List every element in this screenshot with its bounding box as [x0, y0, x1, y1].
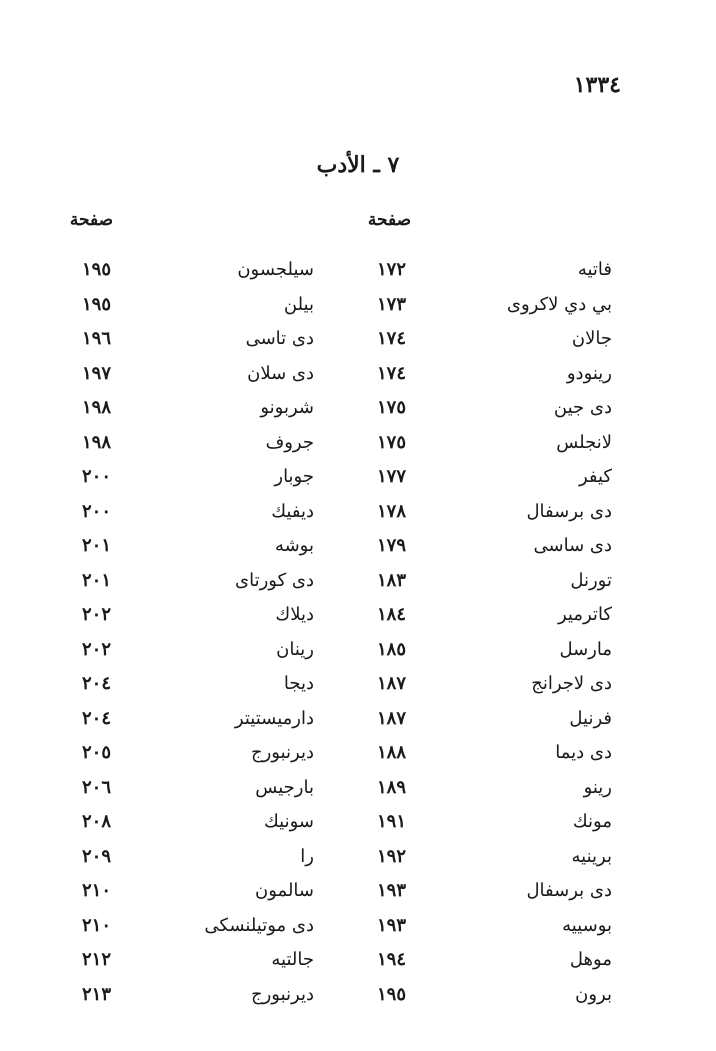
- entry-page: ٢٠٠: [81, 500, 111, 522]
- index-row: [0, 736, 716, 771]
- index-row: [0, 357, 716, 392]
- entry-name: لانجلس: [556, 431, 612, 453]
- entry-name: را: [300, 845, 314, 867]
- entry-page: ١٧٣: [376, 293, 406, 315]
- entry-name: كاترمير: [558, 604, 612, 625]
- entry-name: بارجيس: [255, 776, 314, 798]
- entry-page: ٢٠٢: [81, 638, 111, 660]
- index-row: [0, 598, 716, 633]
- entry-name: مونك: [572, 811, 612, 832]
- entry-page: ١٩٥: [376, 983, 406, 1005]
- entry-name: دى برسفال: [526, 500, 612, 522]
- entry-page: ١٧٥: [376, 431, 406, 453]
- entry-page: ١٧٢: [376, 259, 406, 280]
- entry-name: سيلجسون: [237, 259, 314, 280]
- entry-name: جروف: [265, 431, 314, 453]
- index-row: [0, 702, 716, 737]
- entry-name: موهل: [569, 949, 612, 970]
- entry-page: ١٨٩: [376, 776, 406, 798]
- entry-name: مارسل: [559, 638, 612, 660]
- entry-page: ١٨٣: [376, 569, 406, 591]
- entry-name: بوسييه: [562, 914, 612, 936]
- entry-page: ٢٠٩: [81, 845, 111, 867]
- entry-page: ١٧٩: [376, 535, 406, 556]
- entry-page: ٢٠١: [81, 569, 111, 591]
- entry-name: دى لاجرانج: [531, 673, 612, 694]
- index-row: [0, 667, 716, 702]
- entry-page: ١٧٤: [376, 328, 406, 349]
- entry-name: ديرنبورج: [250, 742, 314, 763]
- entry-page: ٢٠٦: [81, 776, 111, 798]
- entry-page: ١٧٧: [376, 466, 406, 487]
- entry-page: ١٨٤: [376, 604, 406, 625]
- index-row: [0, 840, 716, 875]
- entry-page: ٢٠٤: [81, 673, 111, 694]
- entry-name: ديفيك: [271, 500, 314, 522]
- entry-page: ١٩٥: [81, 293, 111, 315]
- entry-page: ١٨٧: [376, 673, 406, 694]
- index-row: [0, 253, 716, 288]
- entry-name: فرنيل: [569, 707, 612, 729]
- index-row: [0, 909, 716, 944]
- entry-page: ١٩٣: [376, 914, 406, 936]
- entry-page: ٢١٠: [81, 914, 111, 936]
- index-row: [0, 771, 716, 806]
- entry-name: جوبار: [274, 466, 314, 487]
- entry-page: ١٨٧: [376, 707, 406, 729]
- entry-page: ٢٠٢: [81, 604, 111, 625]
- entry-name: بوشه: [274, 535, 314, 556]
- page-number: ١٣٣٤: [573, 72, 621, 98]
- entry-page: ١٩٨: [81, 431, 111, 453]
- entry-name: ديلاك: [275, 604, 314, 625]
- entry-name: دارميستيتر: [234, 707, 314, 729]
- entry-name: شربونو: [260, 397, 314, 418]
- entry-page: ١٧٤: [376, 362, 406, 384]
- entry-name: برينيه: [571, 845, 612, 867]
- entry-name: دى تاسى: [245, 328, 314, 349]
- entry-page: ٢٠٤: [81, 707, 111, 729]
- entry-name: بي دي لاكروى: [506, 293, 612, 315]
- entry-name: دى جين: [553, 397, 612, 418]
- entry-page: ١٩٤: [376, 949, 406, 970]
- index-row: [0, 288, 716, 323]
- entry-page: ٢٠٥: [81, 742, 111, 763]
- entry-page: ١٩٢: [376, 845, 406, 867]
- column-header-right: صفحة: [367, 210, 411, 230]
- entry-page: ١٩٥: [81, 259, 111, 280]
- entry-page: ١٩٣: [376, 880, 406, 901]
- entry-page: ٢١٢: [81, 949, 111, 970]
- entry-page: ١٨٨: [376, 742, 406, 763]
- index-row: [0, 805, 716, 840]
- entry-page: ٢٠١: [81, 535, 111, 556]
- entry-page: ٢١٠: [81, 880, 111, 901]
- entry-name: برون: [575, 983, 612, 1005]
- entry-name: دى سلان: [247, 362, 314, 384]
- entry-page: ٢٠٠: [81, 466, 111, 487]
- entry-name: سونيك: [264, 811, 314, 832]
- entry-name: دى ساسى: [533, 535, 612, 556]
- index-row: [0, 943, 716, 978]
- entry-name: جالتيه: [271, 949, 314, 970]
- entry-page: ١٩٨: [81, 397, 111, 418]
- index-row: [0, 564, 716, 599]
- index-table: [0, 253, 716, 1012]
- section-title: ٧ ـ الأدب: [316, 152, 400, 178]
- entry-page: ١٩٧: [81, 362, 111, 384]
- index-row: [0, 460, 716, 495]
- entry-name: ديجا: [283, 673, 314, 694]
- entry-page: ١٨٥: [376, 638, 406, 660]
- entry-name: رينو: [583, 776, 612, 798]
- index-row: [0, 529, 716, 564]
- entry-page: ١٩١: [376, 811, 406, 832]
- entry-name: دى كورتاى: [235, 569, 314, 591]
- entry-page: ١٩٦: [81, 328, 111, 349]
- entry-page: ١٧٨: [376, 500, 406, 522]
- index-row: [0, 978, 716, 1013]
- entry-page: ٢١٣: [81, 983, 111, 1005]
- index-row: [0, 426, 716, 461]
- index-row: [0, 633, 716, 668]
- index-row: [0, 495, 716, 530]
- entry-name: كيفر: [578, 466, 612, 487]
- entry-name: دى ديما: [555, 742, 612, 763]
- entry-name: رينودو: [566, 362, 612, 384]
- entry-name: تورنل: [570, 569, 612, 591]
- entry-name: فاتيه: [577, 259, 612, 280]
- entry-name: دى برسفال: [526, 880, 612, 901]
- entry-page: ١٧٥: [376, 397, 406, 418]
- index-row: [0, 874, 716, 909]
- entry-name: سالمون: [255, 880, 314, 901]
- entry-page: ٢٠٨: [81, 811, 111, 832]
- index-row: [0, 322, 716, 357]
- entry-name: رينان: [276, 638, 314, 660]
- entry-name: دى موتيلنسكى: [204, 914, 314, 936]
- entry-name: ديرنبورج: [250, 983, 314, 1005]
- entry-name: بيلن: [283, 293, 314, 315]
- column-header-left: صفحة: [69, 210, 113, 230]
- index-row: [0, 391, 716, 426]
- entry-name: جالان: [571, 328, 612, 349]
